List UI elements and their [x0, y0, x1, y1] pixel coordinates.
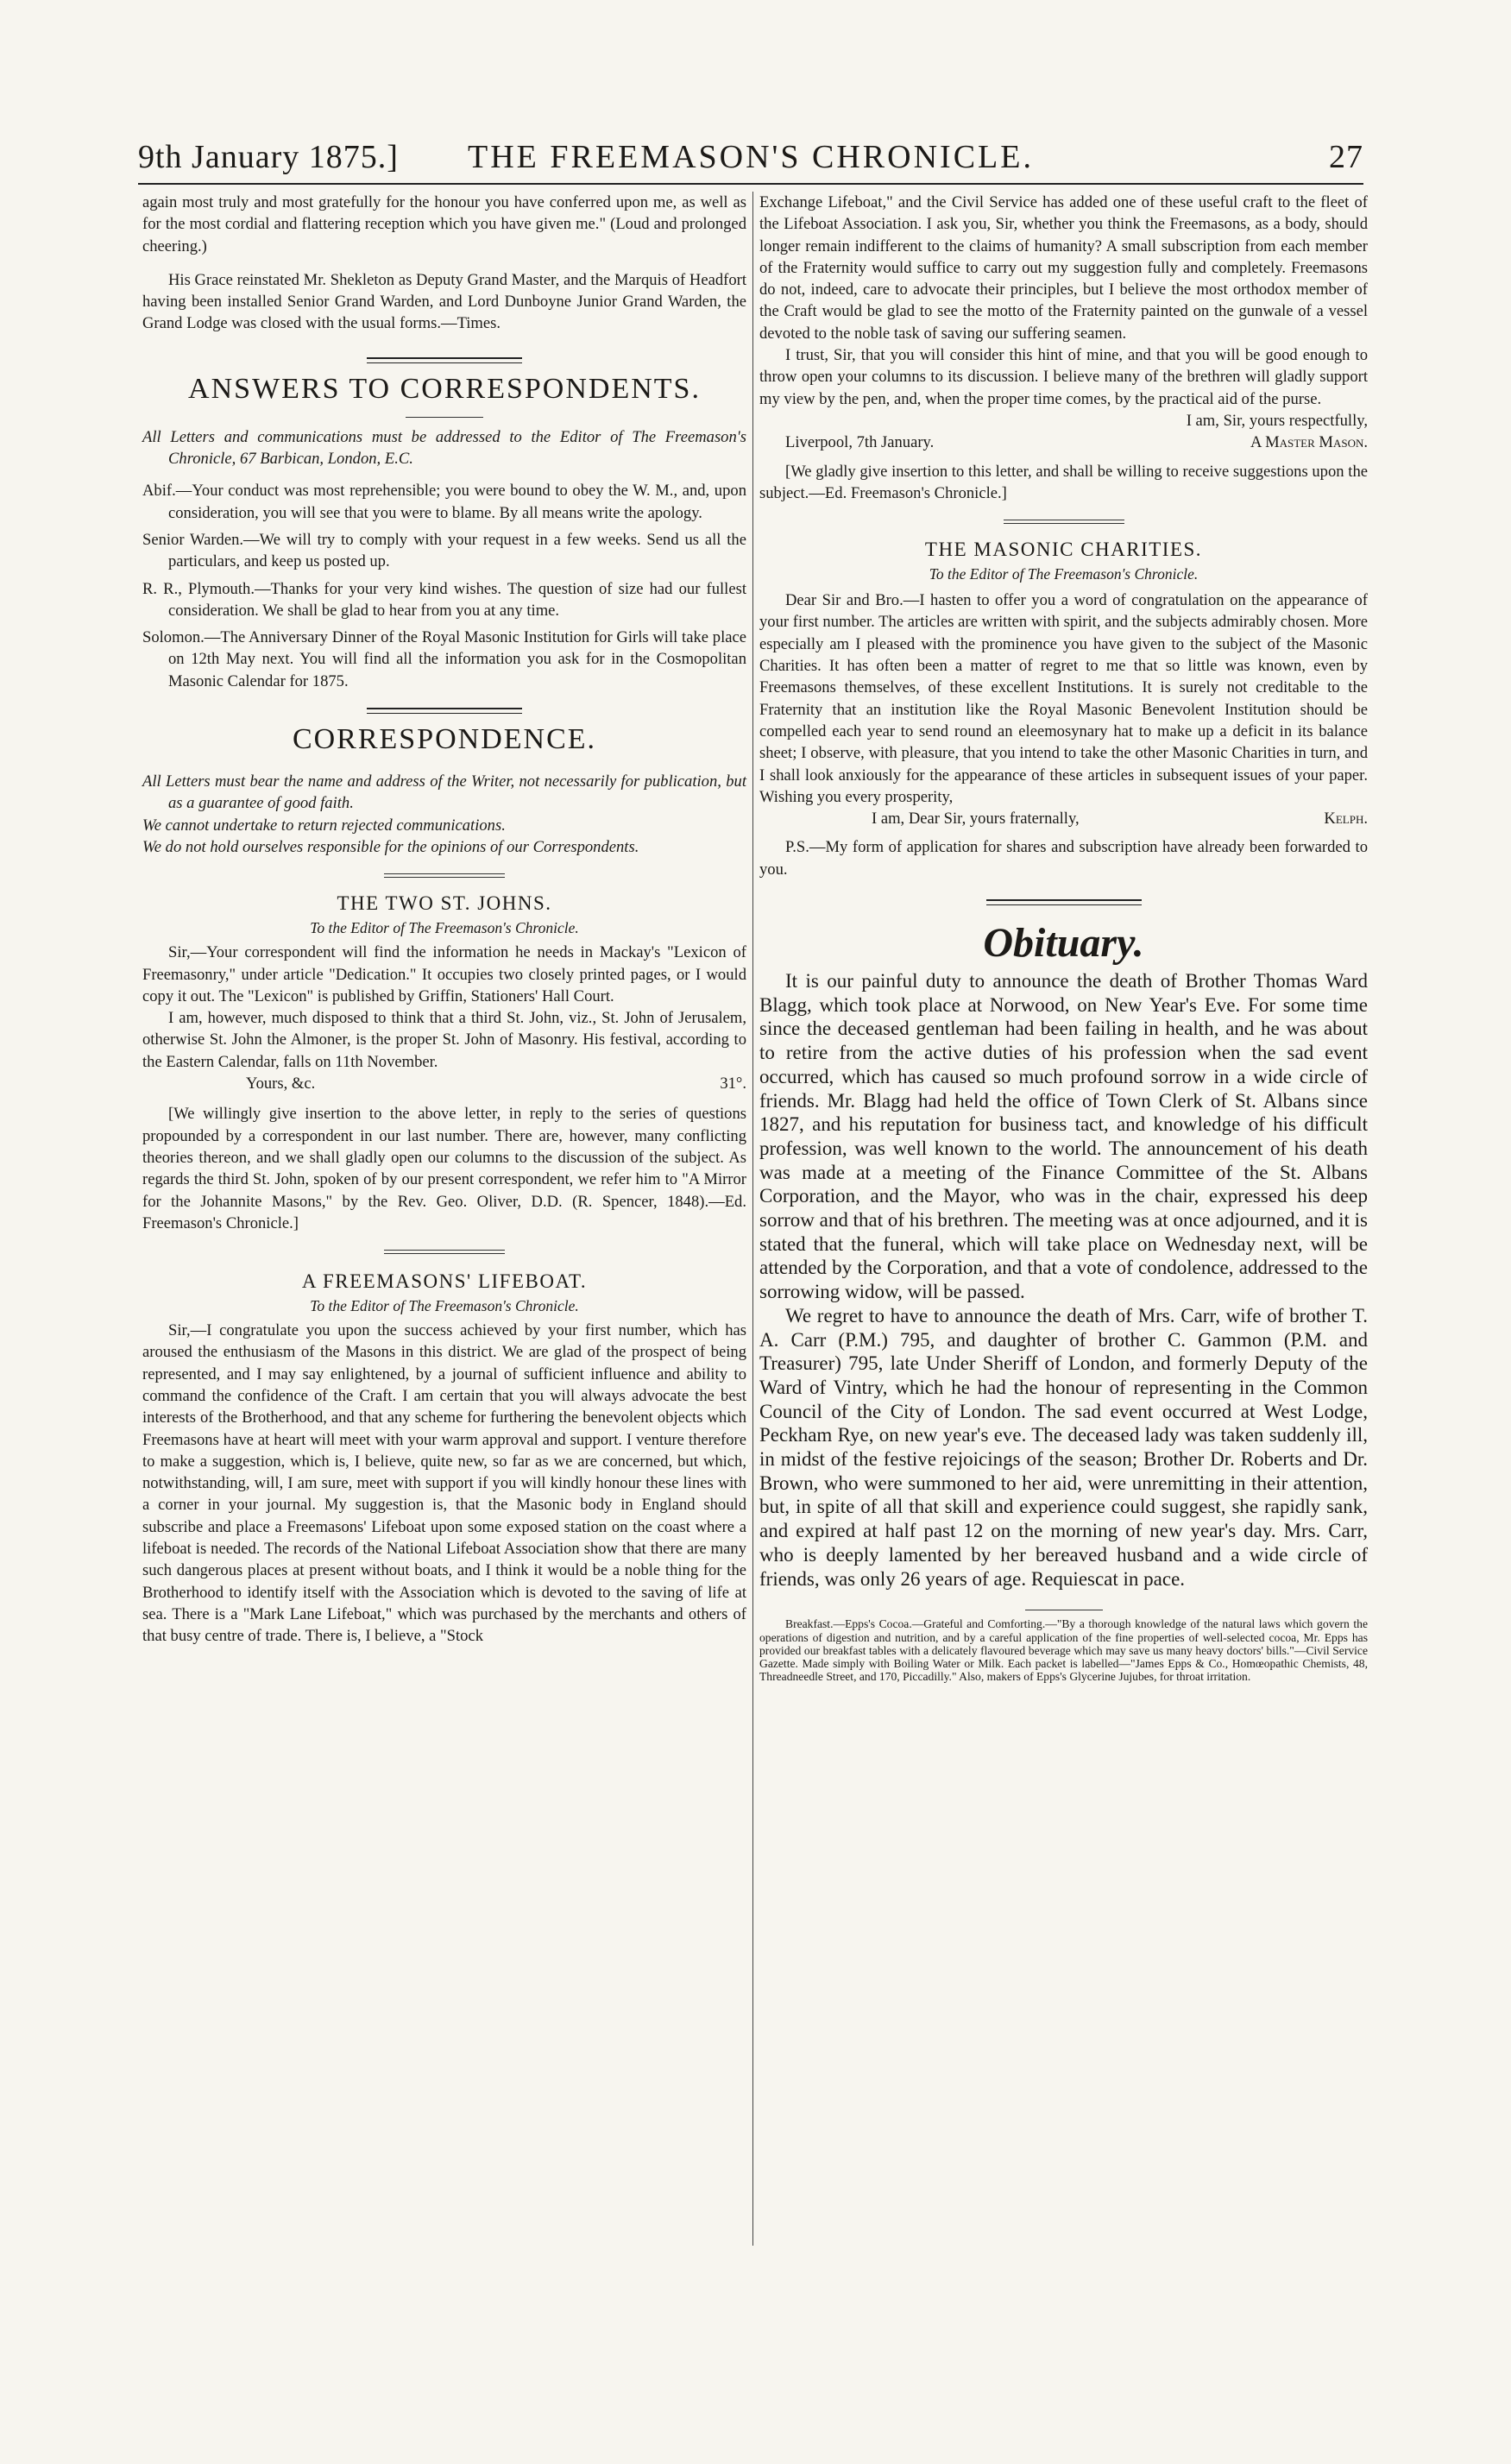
answer-plymouth: R. R., Plymouth.—Thanks for your very kind wishes. The question of size had our fullest consideration. We shall be glad to hear from you at any time. [142, 579, 746, 620]
two-st-johns-subhead: To the Editor of The Freemason's Chronicle. [310, 919, 579, 937]
obituary-body [759, 969, 1368, 1591]
signature-name: A Master Mason. [1250, 433, 1368, 452]
lifeboat-letter-closing: I trust, Sir, that you will consider this hint of mine, and that you will be good enough to throw open your columns to its discussion. I believe many of the brethren will gladly support my view by the pen, and, when the proper time comes, by the practical aid of the purse. [759, 346, 1368, 408]
grand-lodge-closing: His Grace reinstated Mr. Shekleton as Deputy Grand Master, and the Marquis of Headfort having been installed Senior Grand Warden, and Lord Dunboyne Junior Grand Warden, the Grand Lodge was closed with the usual forms.—Times. [142, 270, 746, 333]
lifeboat-letter-continued: Exchange Lifeboat," and the Civil Service has added one of these useful craft to the fleet of the Lifeboat Association. I ask you, Sir, whether you think the Freemasons, as a body, should longer remain indifferent to the claims of humanity? A small subscription from each member of the Fraternity would suffice to carry out my suggestion fully and completely. Freemasons do not, indeed, care to advocate their principles, but I believe the most orthodox member of the Craft would be glad to see the motto of the Fraternity painted on the gunwale of a vessel devoted to the noble task of saving our suffering seamen. [759, 193, 1368, 343]
two-st-johns-para-1: Sir,—Your correspondent will find the information he needs in Mackay's "Lexicon of Freemasonry," under article "Dedication." It occupies two closely printed pages, or I would copy it out. The "Lexicon" is published by Griffin, Stationers' Hall Court. [142, 943, 746, 1005]
charities-signature [759, 808, 1368, 829]
column-divider [752, 192, 753, 2246]
lifeboat-sign-close: I am, Sir, yours respectfully, [1186, 411, 1368, 430]
two-st-johns-editor-note: [We willingly give insertion to the above letter, in reply to the series of questions propounded by a correspondent in our last number. There are, however, many conflicting theories thereon, and we shall gladly open our columns to the discussion of the subject. As regards the third St. John, spoken of by our present correspondent, we refer him to "A Mirror for the Johannite Masons," by the Rev. Geo. Oliver, D.D. (R. Spencer, 1848).—Ed. Freemason's Chronicle.] [142, 1105, 746, 1232]
answer-abif: Abif.—Your conduct was most reprehensible; you were bound to obey the W. M., and, upon consideration, you will see that you were to blame. By all means write the apology. [142, 482, 746, 522]
two-st-johns-para-2: I am, however, much disposed to think that a third St. John, viz., St. John of Jerusalem, otherwise St. John the Almoner, is the proper St. John of Masonry. His festival, according to the Eastern Calendar, falls on 11th November. [142, 1009, 746, 1071]
running-head [138, 138, 1363, 181]
obituary-blagg: It is our painful duty to announce the death of Brother Thomas Ward Blagg, which took place at Norwood, on New Year's Eve. For some time since the deceased gentleman had been failing in health, and he was about to retire from the active duties of his profession when the sad event occurred, which has caused so much profound sorrow in a wide circle of friends. Mr. Blagg had held the office of Town Clerk of St. Albans since 1827, and his reputation for business tact, and knowledge of his difficult profession, was well known to the world. The announcement of his death was made at a meeting of the Finance Committee of the St. Albans Corporation, and the Mayor, who was in the chair, expressed his deep sorrow and that of his brethren. The meeting was at once adjourned, and it is stated that the funeral, which will take place on Wednesday next, will be attended by the Corporation, and that a vote of condolence, addressed to the sorrowing widow, will be passed. [759, 970, 1368, 1303]
obituary-heading: Obituary. [983, 920, 1144, 967]
charities-letter: Dear Sir and Bro.—I hasten to offer you a word of congratulation on the appearance of your first number. The articles are written with spirit, and the subjects admirably chosen. More especially am I pleased with the prominence you have given to the subject of the Masonic Charities. It has often been a matter of regret to me that so little was known, even by Freemasons themselves, of these excellent Institutions. It is surely not creditable to the Fraternity that an institution like the Royal Masonic Benevolent Institution should be compelled each year to send round an eleemosynary hat to make up a deficit in its balance sheet; I observe, with pleasure, that you intend to take the other Masonic Charities in turn, and I shall look anxiously for the appearance of these articles in subsequent issues of your paper. Wishing you every prosperity, [759, 591, 1368, 806]
lifeboat-letter: Sir,—I congratulate you upon the success achieved by your first number, which has aroused the enthusiasm of the Masons in this district. We are glad of the prospect of being represented, and I may say enlightened, by a journal of sufficient influence and ability to command the confidence of the Craft. I am certain that you will always advocate the best interests of the Brotherhood, and that any scheme for furthering the benevolent objects which Freemasons have at heart will meet with your warm approval and support. I venture therefore to make a suggestion, which is, I believe, quite new, so far as we are concerned, but which, notwithstanding, will, I am sure, meet with support if you will kindly honour these lines with a corner in your journal. My suggestion is, that the Masonic body in England should subscribe and place a Freemasons' Lifeboat upon some exposed station on the coast where a lifeboat is needed. The records of the National Lifeboat Association show that there are many such dangerous places at present without boats, and I think it would be a noble thing for the Brotherhood to identify itself with the Association which is devoted to the saving of life at sea. There is a "Mark Lane Lifeboat," which was purchased by the merchants and others of that busy centre of trade. There is, I believe, a "Stock [142, 1321, 746, 1646]
lifeboat-subhead: To the Editor of The Freemason's Chronicle. [310, 1297, 579, 1315]
signature-place: Liverpool, 7th January. [785, 433, 935, 452]
signature-closing: I am, Dear Sir, yours fraternally, [872, 810, 1080, 829]
charities-postscript: P.S.—My form of application for shares and subscription have already been forwarded to you. [759, 838, 1368, 879]
section-rule [986, 899, 1142, 905]
correspondence-note-2: We cannot undertake to return rejected communications. [142, 816, 506, 835]
header-rule [138, 183, 1363, 185]
left-column [142, 192, 746, 1648]
answers-address-note: All Letters and communications must be addressed to the Editor of The Freemason's Chronicle, 67 Barbican, London, E.C. [142, 427, 746, 469]
lifeboat-heading: A FREEMASONS' LIFEBOAT. [301, 1270, 588, 1293]
answer-solomon: Solomon.—The Anniversary Dinner of the Royal Masonic Institution for Girls will take place on 12th May next. You will find all the information you ask for in the Cosmopolitan Masonic Calendar for 1875. [142, 628, 746, 690]
signature-closing: Yours, &c. [246, 1074, 316, 1093]
charities-subhead: To the Editor of The Freemason's Chronicle. [929, 565, 1199, 583]
correspondence-note-1: All Letters must bear the name and address of the Writer, not necessarily for publication, but as a guarantee of good faith. [142, 772, 746, 813]
two-st-johns-heading: THE TWO ST. JOHNS. [337, 892, 552, 915]
publication-title: THE FREEMASON'S CHRONICLE. [468, 139, 1034, 175]
epps-cocoa-advert [759, 1617, 1368, 1683]
obituary-carr: We regret to have to announce the death of Mrs. Carr, wife of brother T. A. Carr (P.M.) 795, and daughter of brother C. Gammon (P.M. and Treasurer) 795, late Under Sheriff of London, and formerly Deputy of the Ward of Vintry, which he had the honour of representing in the Common Council of the City of London. The sad event occurred at West Lodge, Peckham Rye, on new year's eve. The deceased lady was taken suddenly ill, in midst of the festive rejoicings of the season; Brother Dr. Roberts and Dr. Brown, who were summoned to her aid, were unremitting in their attention, but, in spite of all that skill and experience could suggest, she rapidly sank, and expired at half past 12 on the morning of new year's day. Mrs. Carr, who is deeply lamented by her bereaved husband and a wide circle of friends, was only 26 years of age. Requiescat in pace. [759, 1304, 1368, 1590]
section-rule [367, 357, 522, 363]
section-rule [367, 708, 522, 714]
right-column [759, 192, 1368, 1684]
answers-heading: ANSWERS TO CORRESPONDENTS. [188, 372, 701, 405]
charities-heading: THE MASONIC CHARITIES. [924, 539, 1203, 561]
correspondence-heading: CORRESPONDENCE. [292, 723, 597, 756]
lifeboat-editor-note: [We gladly give insertion to this letter, and shall be willing to receive suggestions upon the subject.—Ed. Freemason's Chronicle.] [759, 462, 1368, 502]
two-st-johns-signature [142, 1073, 746, 1094]
advert-text: Breakfast.—Epps's Cocoa.—Grateful and Comforting.—"By a thorough knowledge of the natural laws which govern the operations of digestion and nutrition, and by a careful application of the fine properties of well-selected cocoa, Mr. Epps has provided our breakfast tables with a delicately flavoured beverage which may save us many heavy doctors' bills."—Civil Service Gazette. Made simply with Boiling Water or Milk. Each packet is labelled—"James Epps & Co., Homœopathic Chemists, 48, Threadneedle Street, and 170, Piccadilly." Also, makers of Epps's Glycerine Jujubes, for throat irritation. [759, 1617, 1368, 1684]
answer-senior-warden: Senior Warden.—We will try to comply with your request in a few weeks. Send us all the particulars, and keep us posted up. [142, 530, 746, 571]
signature-name: Kelph. [1324, 810, 1368, 829]
signature-name: 31°. [720, 1074, 746, 1093]
lifeboat-signature [759, 432, 1368, 453]
correspondence-note-3: We do not hold ourselves responsible for the opinions of our Correspondents. [142, 837, 639, 856]
issue-date: 9th January 1875.] [138, 139, 399, 175]
page-number: 27 [1329, 139, 1363, 175]
grand-lodge-speech-end: again most truly and most gratefully for the honour you have conferred upon me, as well as for the most cordial and flattering reception which you have given me." (Loud and prolonged cheering.) [142, 193, 746, 255]
